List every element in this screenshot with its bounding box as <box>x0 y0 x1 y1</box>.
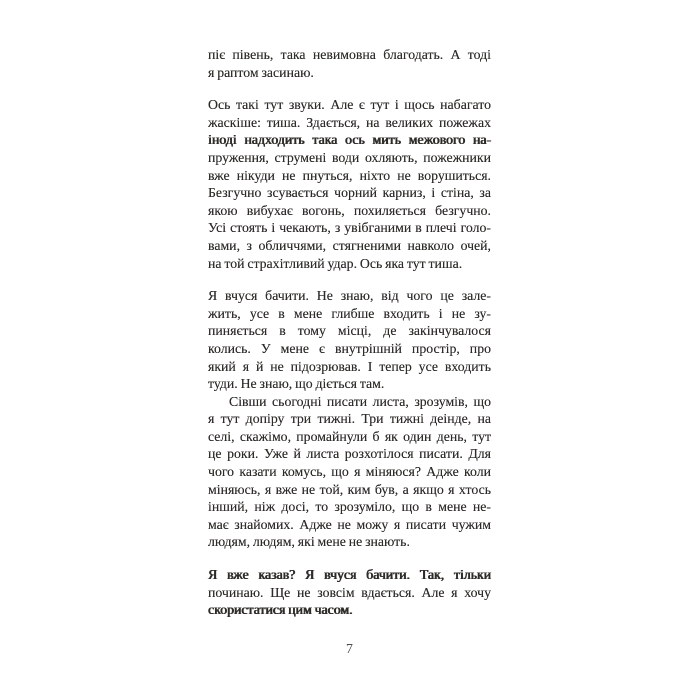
text-line: інший, ніж досі, то зрозуміло, що в мене не- <box>208 499 491 515</box>
text-line: пруження, струмені води охляють, пожежники <box>208 149 491 165</box>
text-line: має знайомих. Адже не можу я писати чужим <box>208 516 491 532</box>
text-line: вами, з обличчями, стягненими навколо очей, <box>208 237 491 253</box>
text-line: пиняється в тому місці, де закінчувалося <box>208 323 491 339</box>
text-line: скористатися цим часом. <box>208 602 353 618</box>
text-line: Я вчуся бачити. Не знаю, від чого це зале- <box>208 288 491 304</box>
paragraph <box>208 566 491 619</box>
text-line: піє півень, така невимовна благодать. А тоді <box>208 47 491 62</box>
book-page <box>208 46 491 619</box>
paragraph <box>208 46 491 81</box>
text-line: це роки. Уже й листа розхотілося писати. Для <box>208 446 491 462</box>
text-line: колись. У мене є внутрішній простір, про <box>208 340 491 356</box>
text-line: Я вже казав? Я вчуся бачити. Так, тільки <box>208 567 491 583</box>
text-line: починаю. Ще не зовсім вдається. Але я хочу <box>208 584 491 600</box>
text-line: жить, усе в мене глибше входить і не зу- <box>208 305 491 321</box>
text-line: Сівши сьогодні писати листа, зрозумів, що <box>229 393 491 409</box>
text-line: який я й не підозрював. І тепер усе входить <box>208 358 491 374</box>
text-line: я раптом засинаю. <box>208 64 314 80</box>
text-line: на той страхітливий удар. Ось яка тут тиша. <box>208 255 463 271</box>
text-line: туди. Не знаю, що діється там. <box>208 376 385 392</box>
text-line: чого казати комусь, що я міняюся? Адже коли <box>208 464 491 480</box>
paragraph <box>208 96 491 272</box>
text-line: Безгучно зсувається чорний карниз, і стіна, за <box>208 185 491 201</box>
text-line: міняюсь, я вже не той, ким був, а якщо я хтось <box>208 481 491 497</box>
text-line: селі, скажімо, промайнули б як один день, тут <box>208 428 491 444</box>
page-number: 7 <box>346 641 353 656</box>
paragraph <box>208 287 491 393</box>
text-line: Усі стоять і чекають, з увібганими в плечі голо- <box>208 220 491 236</box>
text-line: іноді надходить така ось мить межового на- <box>208 132 491 148</box>
text-line: вже нікуди не пнуться, ніхто не ворушиться. <box>208 167 491 183</box>
paragraph <box>208 393 491 551</box>
text-line: якою вибухає вогонь, похиляється безгучно. <box>208 202 491 218</box>
text-line: людям, людям, які мене не знають. <box>208 534 410 550</box>
text-line: я тут допіру три тижні. Три тижні деінде, на <box>208 411 491 427</box>
text-line: Ось такі тут звуки. Але є тут і щось набагато <box>208 97 491 113</box>
text-line: жаскіше: тиша. Здається, на великих пожежах <box>208 114 491 130</box>
